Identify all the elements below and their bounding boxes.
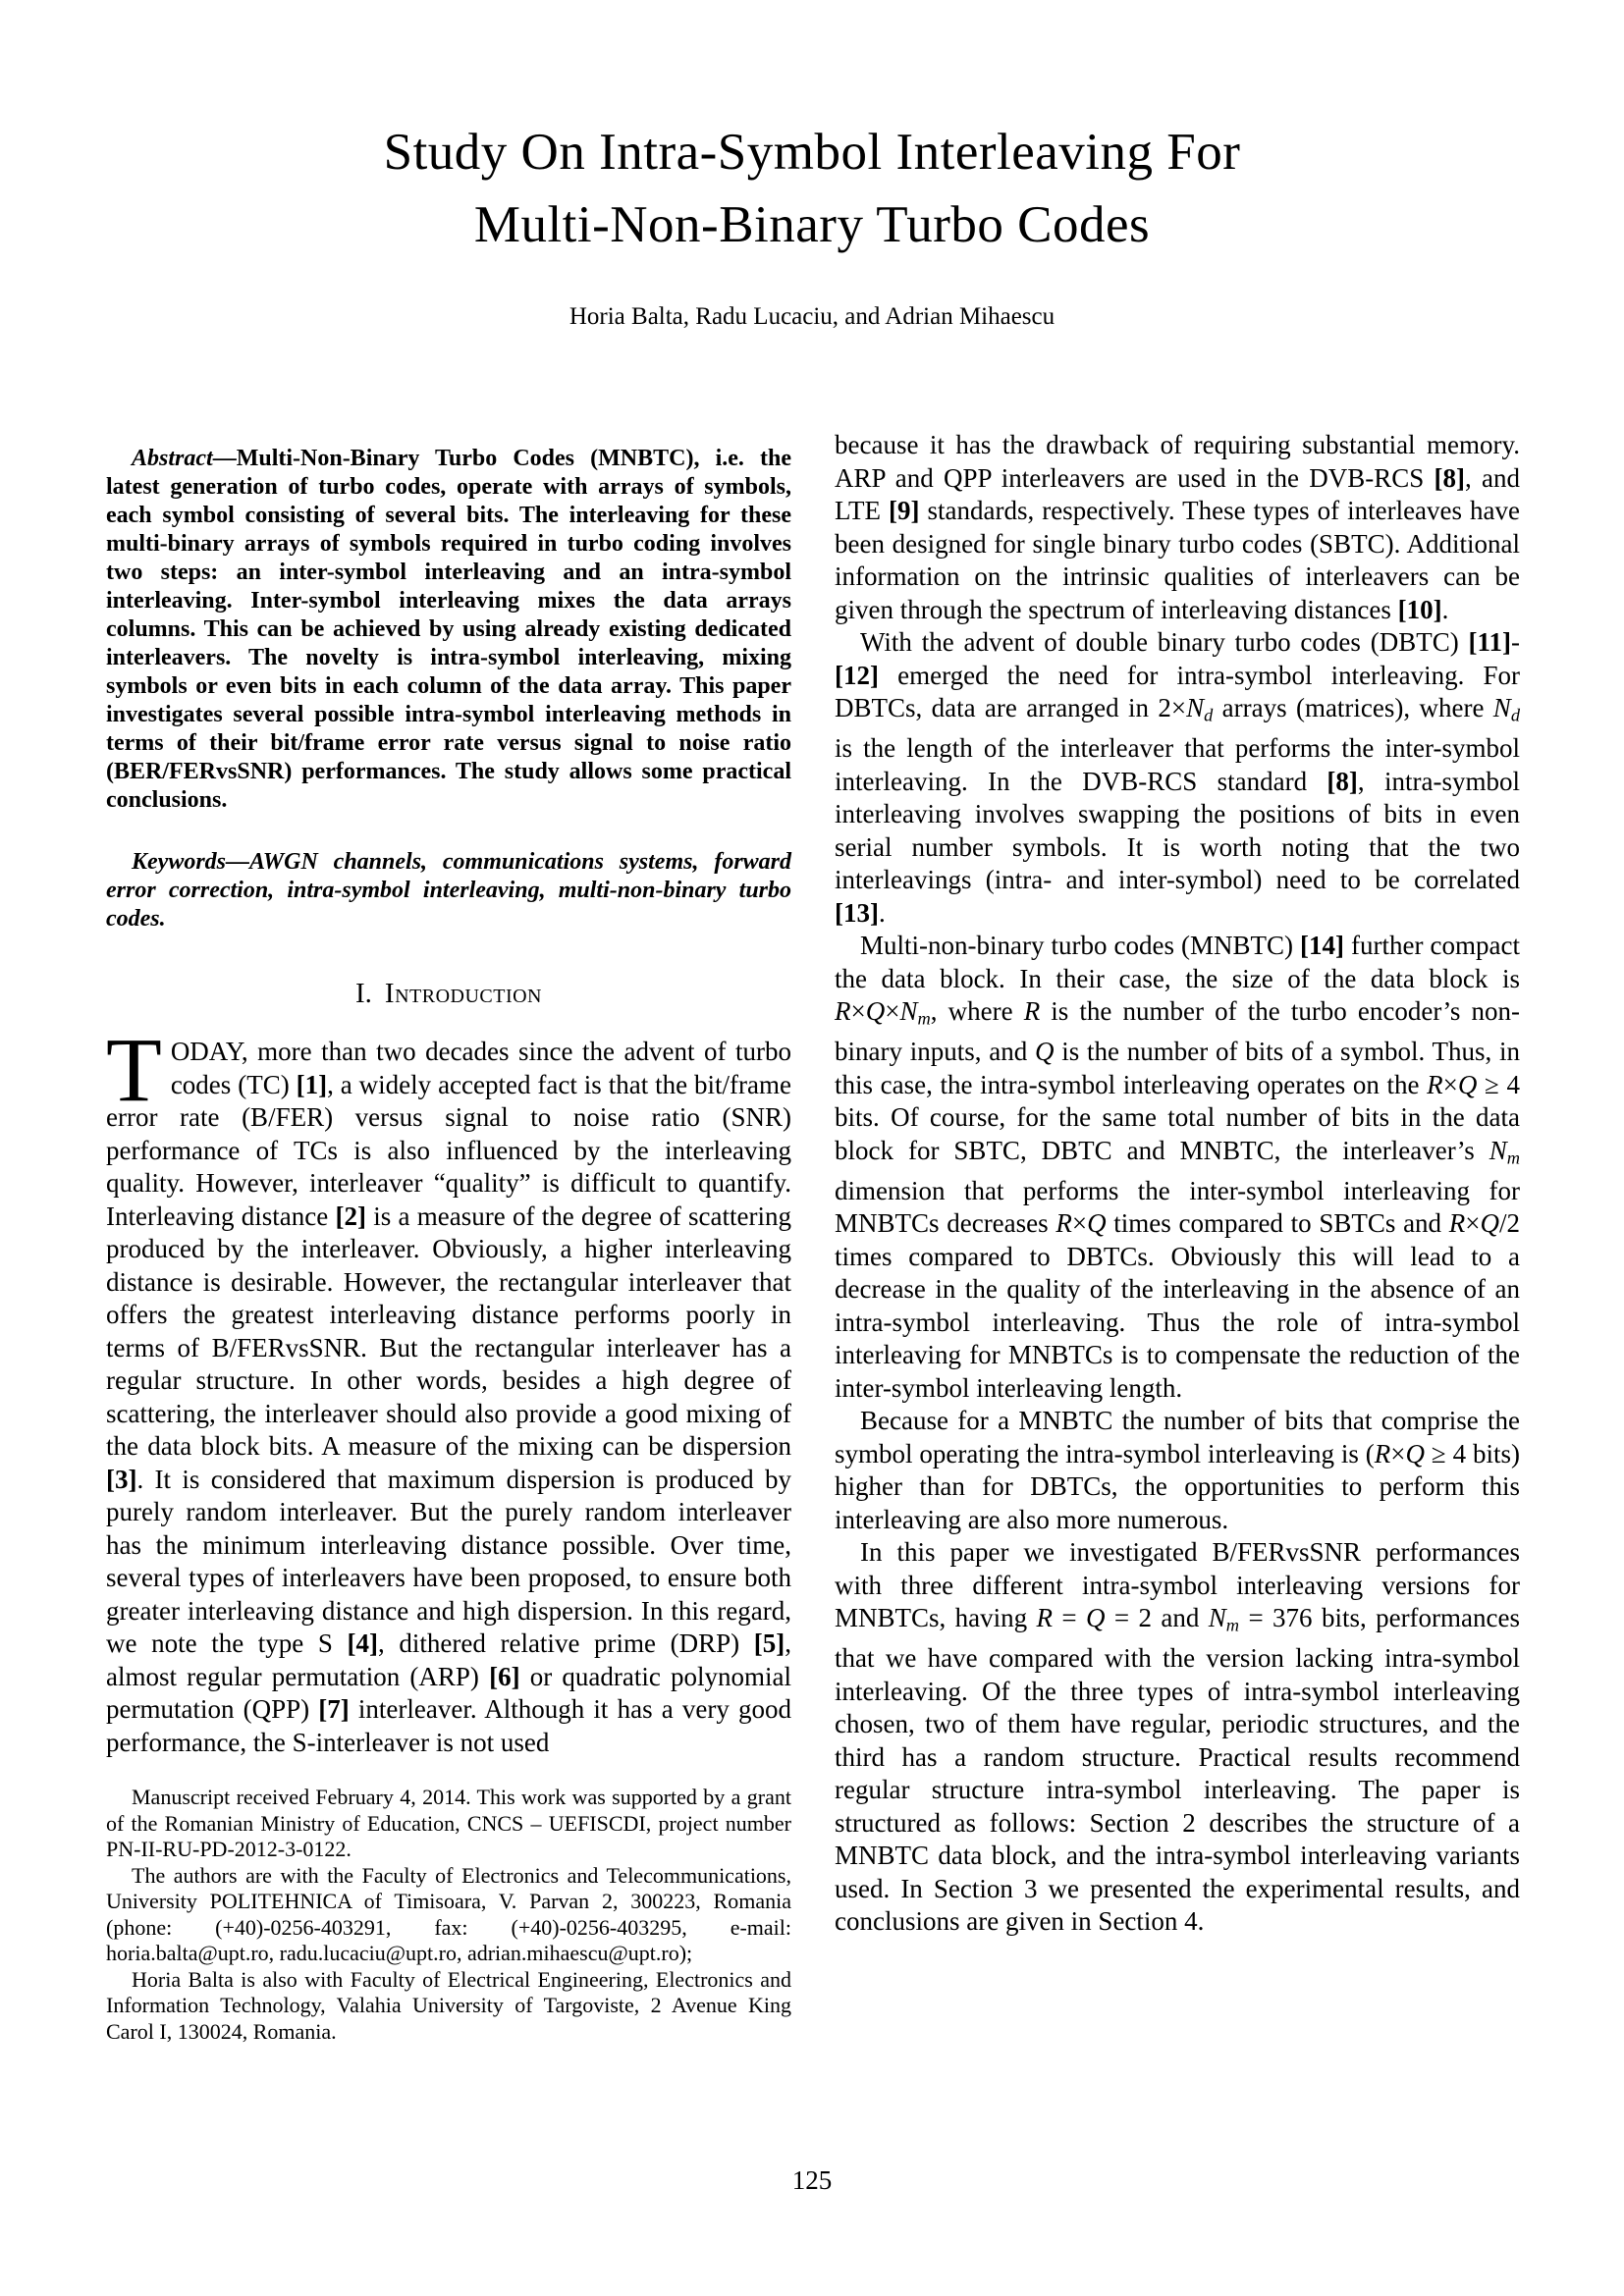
intro-paragraph-text: ODAY, more than two decades since the advent of turbo codes (TC) [1], a widely accepted fact is that the bit/frame error rate (B/FER) versus signal to noise ratio (SNR) performance of TCs is also influenced by the interleaving quality. However, interleaver “quality” is difficult to quantify. Interleaving distance [2] is a measure of the degree of scattering produced by the interleaver. Obviously, a higher interleaving distance is desirable. However, the rectangular interleaver that offers the greatest interleaving distance performs poorly in terms of B/FERvsSNR. But the rectangular interleaver has a regular structure. In other words, besides a high degree of scattering, the interleaver should also provide a good mixing of the data block bits. A measure of the mixing can be dispersion [3]. It is considered that maximum dispersion is produced by purely random interleaver. But the purely random interleaver has the minimum interleaving distance possible. Over time, several types of interleavers have been proposed, to ensure both greater interleaving distance and high dispersion. In this regard, we note the type S [4], dithered relative prime (DRP) [5], almost regular permutation (ARP) [6] or quadratic polynomial permutation (QPP) [7] interleaver. Although it has a very good performance, the S-interleaver is not used bbox=[106, 1037, 792, 1757]
dropcap-letter: T bbox=[106, 1020, 162, 1121]
section-numeral: I. bbox=[354, 978, 372, 1009]
footnote-paragraph-affiliation: The authors are with the Faculty of Electronics and Telecommunications, University POLITEHNICA of Timisoara, V. Parvan 2, 300223, Romania (phone: (+40)-0256-403291, fax: (+40)-0256-403295, e-mail: horia.balta@upt.ro, radu.lucaciu@upt.ro, adrian.mihaescu@upt.ro); bbox=[106, 1862, 791, 1965]
right-column bbox=[835, 429, 1520, 2045]
left-column bbox=[106, 429, 791, 2045]
paper-title bbox=[0, 0, 1624, 261]
footnote-block bbox=[106, 1785, 791, 2045]
intro-paragraph bbox=[106, 1020, 792, 1759]
keywords-paragraph: Keywords—AWGN channels, communications systems, forward error correction, intra-symbol interleaving, multi-non-binary turbo codes. bbox=[106, 849, 791, 932]
paper-title-line1: Study On Intra-Symbol Interleaving For bbox=[383, 124, 1241, 181]
body-paragraph-because: Because for a MNBTC the number of bits that comprise the symbol operating the intra-symbol interleaving is (R×Q ≥ 4 bits) higher than for DBTCs, the opportunities to perform this interleaving are also more numerous. bbox=[835, 1406, 1521, 1534]
body-paragraph-memory: because it has the drawback of requiring substantial memory. ARP and QPP interleavers are used in the DVB-RCS [8], and LTE [9] standards, respectively. These types of interleaves have been designed for single binary turbo codes (SBTC). Additional information on the intrinsic qualities of interleavers can be given through the spectrum of interleaving distances [10]. bbox=[835, 430, 1521, 624]
two-column-body bbox=[106, 429, 1520, 2045]
section-title: Introduction bbox=[384, 978, 542, 1009]
section-heading-introduction bbox=[106, 977, 791, 1010]
footnote-paragraph-funding: Manuscript received February 4, 2014. This work was supported by a grant of the Romanian Ministry of Education, CNCS – UEFISCDI, project number PN-II-RU-PD-2012-3-0122. bbox=[106, 1785, 791, 1861]
abstract-paragraph: Abstract—Multi-Non-Binary Turbo Codes (MNBTC), i.e. the latest generation of turbo codes, operate with arrays of symbols, each symbol consisting of several bits. The interleaving for these multi-binary arrays of symbols required in turbo coding involves two steps: an inter-symbol interleaving and an intra-symbol interleaving. Inter-symbol interleaving mixes the data arrays columns. This can be achieved by using already existing dedicated interleavers. The novelty is intra-symbol interleaving, mixing symbols or even bits in each column of the data array. This paper investigates several possible intra-symbol interleaving methods in terms of their bit/frame error rate versus signal to noise ratio (BER/FERvsSNR) performances. The study allows some practical conclusions. bbox=[106, 446, 791, 813]
footnote-paragraph-second-affiliation: Horia Balta is also with Faculty of Electrical Engineering, Electronics and Information Technology, Valahia University of Targoviste, 2 Avenue King Carol I, 130024, Romania. bbox=[106, 1966, 791, 2044]
page-number: 125 bbox=[791, 2165, 833, 2195]
authors-line: Horia Balta, Radu Lucaciu, and Adrian Mihaescu bbox=[568, 303, 1056, 330]
paper-title-line2: Multi-Non-Binary Turbo Codes bbox=[473, 196, 1151, 253]
body-paragraph-dbtc: With the advent of double binary turbo codes (DBTC) [11]-[12] emerged the need for intra-symbol interleaving. For DBTCs, data are arranged in 2×Nd arrays (matrices), where Nd is the length of the interleaver that performs the inter-symbol interleaving. In the DVB-RCS standard [8], intra-symbol interleaving involves swapping the positions of bits in even serial number symbols. It is worth noting that the two interleavings (intra- and inter-symbol) need to be correlated [13]. bbox=[835, 627, 1520, 928]
body-paragraph-mnbtc: Multi-non-binary turbo codes (MNBTC) [14] further compact the data block. In their case, the size of the data block is R×Q×Nm, where R is the number of the turbo encoder’s non-binary inputs, and Q is the number of bits of a symbol. Thus, in this case, the intra-symbol interleaving operates on the R×Q ≥ 4 bits. Of course, for the same total number of bits in the data block for SBTC, DBTC and MNBTC, the interleaver’s Nm dimension that performs the inter-symbol interleaving for MNBTCs decreases R×Q times compared to SBTCs and R×Q/2 times compared to DBTCs. Obviously this will lead to a decrease in the quality of the interleaving in the absence of an intra-symbol interleaving. Thus the role of intra-symbol interleaving for MNBTCs is to compensate the reduction of the inter-symbol interleaving length. bbox=[835, 931, 1520, 1403]
body-paragraph-investigation: In this paper we investigated B/FERvsSNR performances with three different intra-symbol interleaving versions for MNBTCs, having R = Q = 2 and Nm = 376 bits, performances that we have compared with the version lacking intra-symbol interleaving. Of the three types of intra-symbol interleaving chosen, two of them have regular, periodic structures, and the third has a random structure. Practical results recommend regular structure intra-symbol interleaving. The paper is structured as follows: Section 2 describes the structure of a MNBTC data block, and the intra-symbol interleaving variants used. In Section 3 we presented the experimental results, and conclusions are given in Section 4. bbox=[835, 1537, 1520, 1937]
